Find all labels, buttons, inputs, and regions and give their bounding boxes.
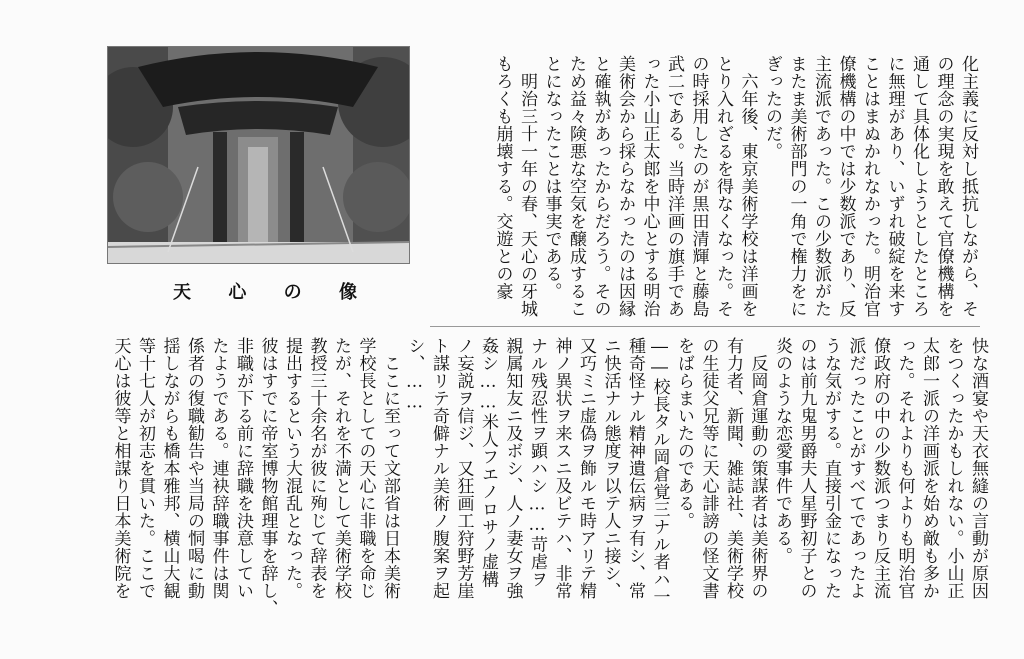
text-column: 派だったことがすべてであったよ <box>845 337 866 600</box>
text-column: ――校長タル岡倉覚三ナル者ハ一 <box>649 337 670 606</box>
text-column: たが、それを不満として美術学校 <box>331 337 351 600</box>
text-column: シ、…… <box>404 337 425 413</box>
text-column: のは前九鬼男爵夫人星野初子との <box>796 337 817 600</box>
text-column: ことはまぬかれなかった。明治官 <box>860 55 880 318</box>
text-column: った小山正太郎を中心とする明治 <box>639 55 660 318</box>
text-column: 僚政府の中の少数派つまり反主流 <box>870 337 890 600</box>
text-column: 学校長としての天心に非職を命じ <box>355 337 376 600</box>
text-column: 揺しながらも橋本雅邦、横山大観 <box>159 337 180 600</box>
caption-char: 天 <box>173 282 191 303</box>
text-column: 係者の復職勧告や当局の恫喝に動 <box>184 337 204 600</box>
text-column: の生徒父兄等に天心誹謗の怪文書 <box>698 337 719 600</box>
text-column: またま美術部門の一角で権力をに <box>786 55 807 318</box>
text-column: 主流派であった。この少数派がた <box>811 55 831 318</box>
text-column: に無理があり、いずれ破綻を来す <box>884 55 905 318</box>
text-column: ニ快活ナル態度ヲ以テ人ニ接シ、 <box>600 337 621 600</box>
text-column: をつくったかもしれない。小山正 <box>943 337 964 600</box>
text-column: った。それよりも何よりも明治官 <box>894 337 915 600</box>
text-column: の理念の実現を敢えて官僚機構を <box>933 55 954 318</box>
top-text-block <box>440 55 980 321</box>
text-column: 提出するという大混乱となった。 <box>282 337 302 600</box>
text-column: の時採用したのが黒田清輝と藤島 <box>688 55 709 318</box>
text-column: もろくも崩壊する。交遊との豪 <box>492 55 513 300</box>
text-column: 姦シ……米人フエノロサノ虚構 <box>478 337 498 588</box>
text-column: ナル残忍性ヲ顕ハシ……苛虐ヲ <box>527 337 547 588</box>
section-divider <box>430 326 980 327</box>
text-column: たようである。連袂辞職事件は関 <box>208 337 229 600</box>
text-column: 僚機構の中では少数派であり、反 <box>835 55 856 318</box>
text-column: 種奇怪ナル精神遺伝病ヲ有シ、常 <box>625 337 645 600</box>
text-column: ノ妄説ヲ信ジ、又狂画工狩野芳崖 <box>453 337 474 600</box>
text-column: 反岡倉運動の策謀者は美術界の <box>747 337 768 600</box>
text-column: と確執があったからだろう。その <box>590 55 611 318</box>
text-column: をばらまいたのである。 <box>674 337 694 530</box>
text-column: 太郎一派の洋画派を始め敵も多か <box>919 337 939 600</box>
text-column: 教授三十余名が彼に殉じて辞表を <box>306 337 327 600</box>
text-column: ぎったのだ。 <box>762 55 782 160</box>
text-column: 又巧ミニ虚偽ヲ飾ルモ時アリテ精 <box>576 337 596 600</box>
text-column: 彼はすでに帝室博物館理事を辞し、 <box>257 337 278 617</box>
text-column: うな気がする。直接引金になった <box>821 337 841 600</box>
text-column: ト謀リテ奇僻ナル美術ノ腹案ヲ起 <box>429 337 449 600</box>
statue-photo-graphic <box>108 47 409 263</box>
text-column: 明治三十一年の春、天心の牙城 <box>517 55 537 318</box>
text-column: 非職が下る前に辞職を決意してい <box>233 337 253 600</box>
caption-char: 像 <box>338 282 357 303</box>
text-column: 親属知友ニ及ボシ、人ノ妻女ヲ強 <box>502 337 523 600</box>
text-column: 六年後、東京美術学校は洋画を <box>737 55 758 318</box>
tenshin-statue-photo <box>107 46 410 264</box>
caption-char: の <box>283 282 302 303</box>
text-column: とになったことは事実である。 <box>541 55 562 300</box>
text-column: 武二である。当時洋画の旗手であ <box>664 55 684 318</box>
text-column: 快な酒宴や天衣無縫の言動が原因 <box>968 337 988 600</box>
text-column: 有力者、新聞、雑誌社、美術学校 <box>723 337 743 600</box>
bottom-text-block <box>50 337 990 637</box>
text-column: 炎のような恋愛事件である。 <box>772 337 792 565</box>
text-column: 天心は彼等と相謀り日本美術院を <box>110 337 131 600</box>
text-column: ため益々険悪な空気を醸成するこ <box>566 55 586 318</box>
text-column: 神ノ異状ヲ来スニ及ビテハ、非常 <box>551 337 572 600</box>
text-column: とり入れざるを得なくなった。そ <box>713 55 733 318</box>
caption-char: 心 <box>228 282 247 303</box>
photo-caption <box>170 278 360 304</box>
text-column: 美術会から採らなかったのは因縁 <box>615 55 635 318</box>
text-column: 等十七人が初志を貫いた。ここで <box>135 337 155 600</box>
text-column: 化主義に反対し抵抗しながら、そ <box>958 55 978 318</box>
text-column: ここに至って文部省は日本美術 <box>380 337 400 600</box>
text-column: 通して具体化しようとしたところ <box>909 55 929 318</box>
